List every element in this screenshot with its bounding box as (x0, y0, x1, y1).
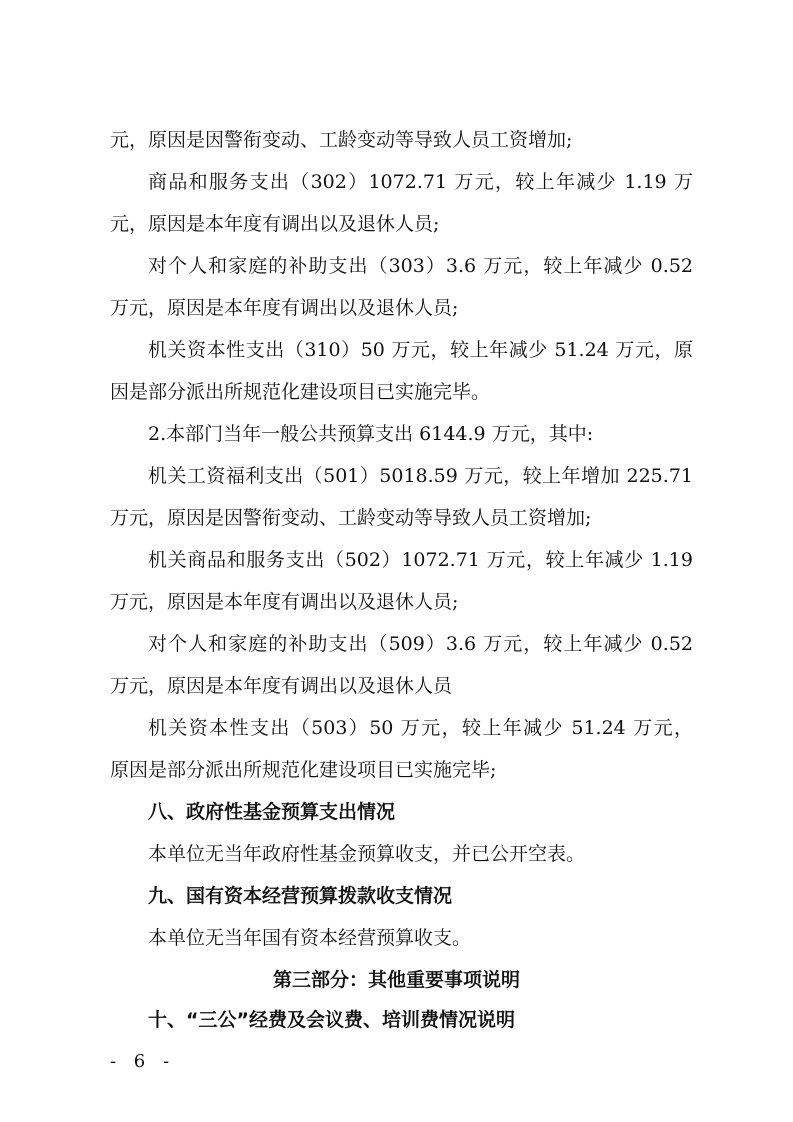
paragraph-line: 万元，原因是因警衔变动、工龄变动等导致人员工资增加; (110, 507, 592, 529)
paragraph-line: 对个人和家庭的补助支出（303）3.6 万元，较上年减少 0.52 (148, 255, 693, 277)
paragraph-line: 机关商品和服务支出（502）1072.71 万元，较上年减少 1.19 (148, 549, 693, 571)
paragraph-line: 元，原因是本年度有调出以及退休人员; (110, 213, 440, 235)
part-title: 第三部分：其他重要事项说明 (272, 969, 520, 991)
paragraph-line: 商品和服务支出（302）1072.71 万元，较上年减少 1.19 万 (148, 171, 693, 193)
section-heading: 八、政府性基金预算支出情况 (148, 801, 396, 823)
page-number: - 6 - (110, 1051, 176, 1072)
paragraph-line: 原因是部分派出所规范化建设项目已实施完毕; (110, 759, 497, 781)
paragraph-line: 因是部分派出所规范化建设项目已实施完毕。 (110, 381, 491, 403)
paragraph-line: 2.本部门当年一般公共预算支出 6144.9 万元，其中: (148, 423, 594, 445)
section-heading: 九、国有资本经营预算拨款收支情况 (148, 885, 453, 907)
section-heading: 十、“三公”经费及会议费、培训费情况说明 (148, 1009, 515, 1031)
paragraph-line: 本单位无当年国有资本经营预算收支。 (148, 927, 472, 949)
paragraph-line: 元，原因是因警衔变动、工龄变动等导致人员工资增加; (110, 129, 573, 151)
paragraph-line: 机关工资福利支出（501）5018.59 万元，较上年增加 225.71 (148, 465, 693, 487)
paragraph-line: 机关资本性支出（503）50 万元，较上年减少 51.24 万元， (148, 717, 693, 739)
paragraph-line: 万元，原因是本年度有调出以及退休人员; (110, 591, 459, 613)
paragraph-line: 机关资本性支出（310）50 万元，较上年减少 51.24 万元，原 (148, 339, 693, 361)
paragraph-line: 万元，原因是本年度有调出以及退休人员 (110, 675, 453, 697)
paragraph-line: 本单位无当年政府性基金预算收支，并已公开空表。 (148, 843, 586, 865)
paragraph-line: 对个人和家庭的补助支出（509）3.6 万元，较上年减少 0.52 (148, 633, 693, 655)
paragraph-line: 万元，原因是本年度有调出以及退休人员; (110, 297, 459, 319)
